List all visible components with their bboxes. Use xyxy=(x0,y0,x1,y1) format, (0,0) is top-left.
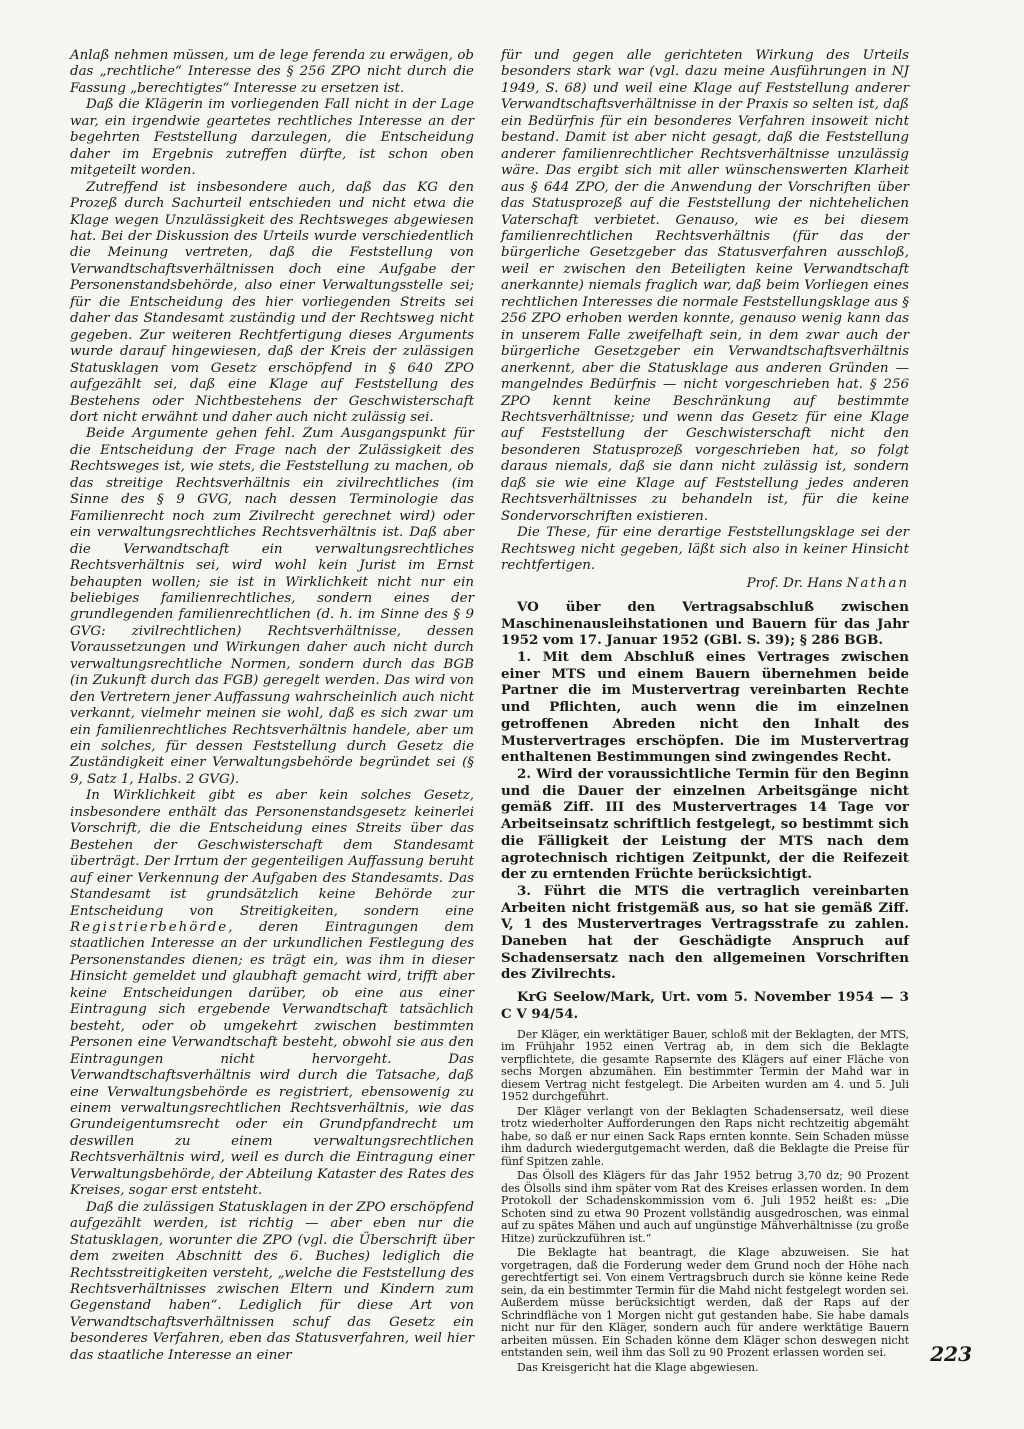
facts-paragraph: Der Kläger verlangt von der Beklagten Schadensersatz, weil diese trotz wiederholter Aufforderungen den Raps nicht rechtzeitig abgemäht habe, so daß er nur einen Sack Raps ernten konnte. Sein Schaden müsse ihm dadurch wiedergutgemacht werden, daß die Beklagte die Preise für fünf Spitzen zahle. xyxy=(501,1104,909,1168)
decision-heading: VO über den Vertragsabschluß zwischen Maschinenausleihstationen und Bauern für das Jahr 1952 vom 17. Januar 1952 (GBl. S. 39); § 286 BGB. xyxy=(501,598,909,649)
author-signature xyxy=(501,576,909,592)
paragraph xyxy=(70,788,474,1199)
paragraph: Zutreffend ist insbesondere auch, daß das KG den Prozeß durch Sachurteil entschieden und nicht etwa die Klage wegen Unzulässigkeit des Rechtsweges abgewiesen hat. Bei der Diskussion des Urteils wurde verschiedentlich die Meinung vertreten, daß die Feststellung von Verwandtschaftsverhältnissen doch eine Aufgabe der Personenstandsbehörde, also einer Verwaltungsstelle sei; für die Entscheidung des hier vorliegenden Streits sei daher das Standesamt zuständig und der Rechtsweg nicht gegeben. Zur weiteren Rechtfertigung dieses Arguments wurde darauf hingewiesen, daß der Kreis der zulässigen Statusklagen vom Gesetz erschöpfend in § 640 ZPO aufgezählt sei, daß eine Klage auf Feststellung des Bestehens oder Nichtbestehens der Geschwisterschaft dort nicht erwähnt und daher auch nicht zulässig sei. xyxy=(70,179,474,425)
paragraph: Anlaß nehmen müssen, um de lege ferenda zu erwägen, ob das „rechtliche“ Interesse des § 256 ZPO nicht durch die Fassung „berechtigtes“ Interesse zu ersetzen ist. xyxy=(70,48,474,96)
paragraph: Daß die Klägerin im vorliegenden Fall nicht in der Lage war, ein irgendwie geartetes rechtliches Interesse an der begehrten Feststellung darzulegen, die Entscheidung daher im Ergebnis zutreffen dürfte, ist schon oben mitgeteilt worden. xyxy=(70,97,474,179)
facts-paragraph: Das Ölsoll des Klägers für das Jahr 1952 betrug 3,70 dz; 90 Prozent des Ölsolls sind ihm später vom Rat des Kreises erlassen worden. In dem Protokoll der Schadenskommission vom 6. Juli 1952 heißt es: „Die Schoten sind zu etwa 90 Prozent vollständig ausgedroschen, was einmal auf zu spätes Mähen und auch auf ungünstige Mähverhältnisse (zu große Hitze) zurückzuführen ist.“ xyxy=(501,1169,909,1245)
facts-paragraph: Der Kläger, ein werktätiger Bauer, schloß mit der Beklagten, der MTS, im Frühjahr 1952 einen Vertrag ab, in dem sich die Beklagte verpflichtete, die gesamte Rapsernte des Klägers auf einer Fläche von sechs Morgen abzumähen. Ein bestimmter Termin der Mahd war in diesem Vertrag nicht festgelegt. Die Arbeiten wurden am 4. und 5. Juli 1952 durchgeführt. xyxy=(501,1027,909,1104)
paragraph: Daß die zulässigen Statusklagen in der ZPO erschöpfend aufgezählt werden, ist richtig — aber eben nur die Statusklagen, worunter die ZPO (vgl. die Überschrift über dem zweiten Abschnitt des 6. Buches) lediglich die Rechtsstreitigkeiten versteht, „welche die Feststellung des Rechtsverhältnisses zwischen Eltern und Kindern zum Gegenstand haben“. Lediglich für diese Art von Verwandtschaftsverhältnissen schuf das Gesetz ein besonderes Verfahren, eben das Statusverfahren, weil hier das staatliche Interesse an einer xyxy=(70,1199,474,1363)
facts-paragraph: Das Kreisgericht hat die Klage abgewiesen. xyxy=(517,1360,759,1374)
left-column xyxy=(70,48,474,1364)
text-run: , deren Eintragungen dem staatlichen Interesse an der urkundlichen Festlegung des Personenstandes dienen; es trägt ein, was ihm in dieser Hinsicht gemeldet und glaubhaft gemacht wird, trifft aber keine Entscheidungen darüber, ob eine aus einer Eintragung sich ergebende Verwandtschaft tatsächlich besteht, oder ob umgekehrt zwischen bestimmten Personen eine Verwandtschaft besteht, obwohl sie aus den Eintragungen nicht hervorgeht. Das Verwandtschaftsverhältnis wird durch die Tatsache, daß eine Verwaltungsbehörde es registriert, ebensowenig zu einem verwaltungsrechtlichen Rechtsverhältnis, wie das Grundeigentumsrecht oder ein Grundpfandrecht um deswillen zu einem verwaltungsrechtlichen Rechtsverhältnis wird, weil es durch die Eintragung einer Verwaltungsbehörde, der Abteilung Kataster des Rates des Kreises, sogar erst entsteht. xyxy=(70,920,474,1199)
author-surname: Nathan xyxy=(846,575,909,591)
right-column xyxy=(501,48,909,1374)
court-citation: KrG Seelow/Mark, Urt. vom 5. November 1954 — 3 C V 94/54. xyxy=(501,989,909,1022)
paragraph: für und gegen alle gerichteten Wirkung des Urteils besonders stark war (vgl. dazu meine Ausführungen in NJ 1949, S. 68) und weil eine Klage auf Feststellung anderer Verwandtschaftsverhältnisse in der Praxis so selten ist, daß ein Bedürfnis für ein besonderes Verfahren insoweit nicht bestand. Damit ist aber nicht gesagt, daß die Feststellung anderer familienrechtlicher Rechtsverhältnisse unzulässig wäre. Das ergibt sich mit aller wünschenswerten Klarheit aus § 644 ZPO, der die Anwendung der Vorschriften über das Statusprozeß auf die Feststellung der nichtehelichen Vaterschaft verbietet. Genauso, wie es bei diesem familienrechtlichen Rechtsverhältnis (für das der bürgerliche Gesetzgeber das Statusverfahren ausschloß, weil er zwischen den Beteiligten keine Verwandtschaft anerkannte) niemals fraglich war, daß beim Vorliegen eines rechtlichen Interesses die normale Feststellungsklage aus § 256 ZPO erhoben werden konnte, genauso wenig kann das in unserem Falle zweifelhaft sein, in dem zwar auch der bürgerliche Gesetzgeber ein Verwandtschaftsverhältnis anerkennt, aber die Statusklage aus anderen Gründen — mangelndes Bedürfnis — nicht vorgeschrieben hat. § 256 ZPO kennt keine Beschränkung auf bestimmte Rechtsverhältnisse; und wenn das Gesetz für eine Klage auf Feststellung der Geschwisterschaft nicht den besonderen Statusprozeß vorgeschrieben hat, so folgt daraus niemals, daß sie dann nicht zulässig ist, sondern daß sie wie eine Klage auf Feststellung jedes anderen Rechtsverhältnisses zu behandeln ist, für die keine Sondervorschriften existieren. xyxy=(501,48,909,524)
emphasized-term: Registrierbehörde xyxy=(70,920,229,936)
paragraph: Die These, für eine derartige Feststellungsklage sei der Rechtsweg nicht gegeben, läßt sich also in keiner Hinsicht rechtfertigen. xyxy=(501,525,909,574)
facts-paragraph: Die Beklagte hat beantragt, die Klage abzuweisen. Sie hat vorgetragen, daß die Forderung weder dem Grund noch der Höhe nach gerechtfertigt sei. Von einem Vertragsbruch durch sie könne keine Rede sein, da ein bestimmter Termin für die Mahd nicht festgelegt worden sei. Außerdem müsse berücksichtigt werden, daß der Raps auf der Schrindfläche von 1 Morgen nicht gut gestanden habe. Sie habe damals nicht nur für den Kläger, sondern auch für andere werktätige Bauern arbeiten müssen. Ein Schaden könne dem Kläger schon deswegen nicht entstanden sein, weil ihm das Soll zu 90 Prozent erlassen worden sei. xyxy=(501,1246,909,1360)
page-number: 223 xyxy=(930,1342,972,1366)
lead-sentence: 2. Wird der voraussichtliche Termin für den Beginn und die Dauer der einzelnen Arbeitsgänge nicht gemäß Ziff. III des Mustervertrages 14 Tage vor Arbeitseinsatz schriftlich festgelegt, so bestimmt sich die Fälligkeit der Leistung der MTS nach dem agrotechnisch richtigen Zeitpunkt, der die Reifezeit der zu erntenden Früchte berücksichtigt. xyxy=(501,765,909,883)
text-run: In Wirklichkeit gibt es aber kein solches Gesetz, insbesondere enthält das Personenstandsgesetz keinerlei Vorschrift, die die Entscheidung eines Streits über das Bestehen der Geschwisterschaft dem Standesamt überträgt. Der Irrtum der gegenteiligen Auffassung beruht auf einer Verkennung der Aufgaben des Standesamts. Das Standesamt ist grundsätzlich keine Behörde zur Entscheidung von Streitigkeiten, sondern eine xyxy=(70,788,474,919)
author-name: Prof. Dr. Hans xyxy=(746,575,847,591)
lead-sentence: 3. Führt die MTS die vertraglich vereinbarten Arbeiten nicht fristgemäß aus, so hat sie gemäß Ziff. V, 1 des Mustervertrages Vertragsstrafe zu zahlen. Daneben hat der Geschädigte Anspruch auf Schadensersatz nach den allgemeinen Vorschriften des Zivilrechts. xyxy=(501,882,909,983)
lead-sentence: 1. Mit dem Abschluß eines Vertrages zwischen einer MTS und einem Bauern übernehmen beide Partner die im Mustervertrag vereinbarten Rechte und Pflichten, auch wenn die im einzelnen getroffenen Abreden nicht den Inhalt des Mustervertrages erschöpfen. Die im Mustervertrag enthaltenen Bestimmungen sind zwingendes Recht. xyxy=(501,649,909,766)
paragraph: Beide Argumente gehen fehl. Zum Ausgangspunkt für die Entscheidung der Frage nach der Zulässigkeit des Rechtsweges ist, wie stets, die Feststellung zu machen, ob das streitige Rechtsverhältnis ein zivilrechtliches (im Sinne des § 9 GVG, nach dessen Terminologie das Familienrecht noch zum Zivilrecht gerechnet wird) oder ein verwaltungsrechtliches Rechtsverhältnis ist. Daß aber die Verwandtschaft ein verwaltungsrechtliches Rechtsverhältnis sei, wird wohl kein Jurist im Ernst behaupten wollen; sie ist in Wirklichkeit nicht nur ein beliebiges familienrechtliches, sondern eines der grundlegenden familienrechtlichen (d. h. im Sinne des § 9 GVG: zivilrechtlichen) Rechtsverhältnisse, dessen Voraussetzungen und Wirkungen daher auch nicht durch verwaltungsrechtliche Normen, sondern durch das BGB (in Zukunft durch das FGB) geregelt werden. Das wird von den Vertretern jener Auffassung wahrscheinlich auch nicht verkannt, vielmehr meinen sie wohl, daß es sich zwar um ein familienrechtliches Rechtsverhältnis handele, aber um ein solches, für dessen Feststellung durch Gesetz die Zuständigkeit einer Verwaltungsbehörde begründet sei (§ 9, Satz 1, Halbs. 2 GVG). xyxy=(70,426,474,787)
